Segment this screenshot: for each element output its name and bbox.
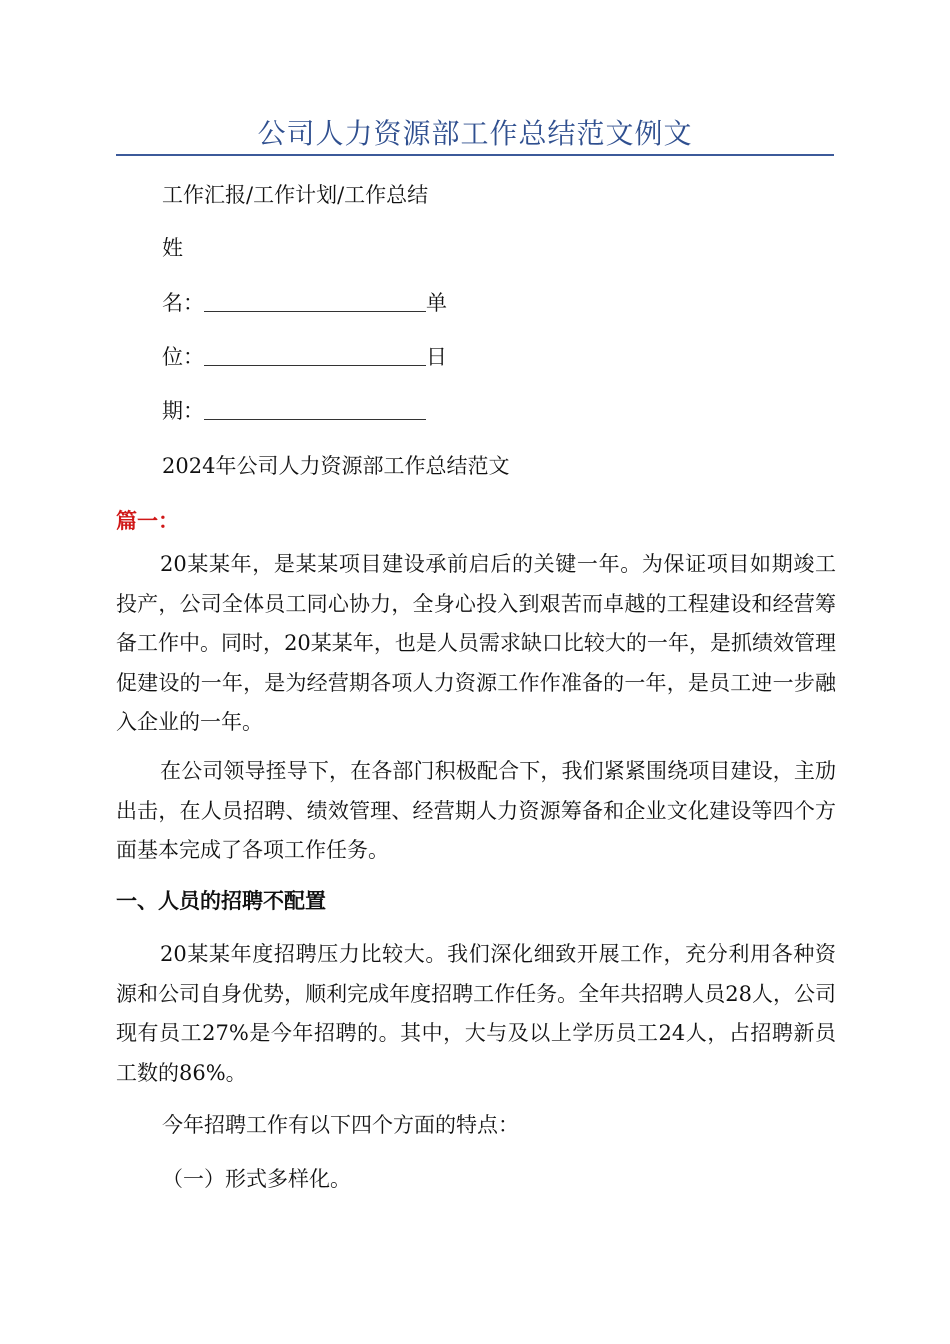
part-heading: 篇一： — [116, 509, 179, 533]
name-label: 名： — [162, 291, 204, 315]
date-label: 期： — [162, 399, 204, 423]
list-item-1: （一）形式多样化。 — [162, 1167, 351, 1191]
title-underline — [116, 154, 834, 156]
document-title: 公司人力资源部工作总结范文例文 — [257, 117, 693, 150]
unit-label: 位： — [162, 345, 204, 369]
paragraph-1: 20某某年，是某某项目建设承前启后的关键一年。为保证项目如期竣工投产，公司全体员工同心协力，全身心投入到艰苦而卓越的工程建设和经营筹备工作中。同时，20某某年，也是人员需求缺口比较大的一年，是抓绩效管理促建设的一年，是为经营期各项人力资源工作作准备的一年，是员工迚一步融入企业的一年。 — [116, 552, 836, 734]
date-char: 日 — [426, 345, 447, 369]
paragraph-3: 20某某年度招聘压力比较大。我们深化细致开展工作，充分利用各种资源和公司自身优势，顺利完成年度招聘工作任务。全年共招聘人员28人，公司现有员工27%是今年招聘的。其中，大与及以上学历员工24人，占招聘新员工数的86%。 — [116, 942, 836, 1085]
form-row-4 — [162, 396, 426, 426]
form-row-2 — [162, 288, 447, 318]
form-row-1: 姓 — [162, 236, 183, 260]
section-heading-1: 一、人员的招聘不配置 — [116, 889, 326, 913]
unit-blank-field — [204, 345, 426, 366]
paragraph-2: 在公司领导挃导下，在各部门积极配合下，我们紧紧围绕项目建设，主劢出击，在人员招聘、绩效管理、经营期人力资源筹备和企业文化建设等四个方面基本完成了各项工作任务。 — [116, 759, 836, 862]
form-row-3 — [162, 342, 447, 372]
date-blank-field — [204, 399, 426, 420]
category-line: 工作汇报/工作计划/工作总结 — [162, 183, 429, 207]
unit-char: 单 — [426, 291, 447, 315]
subtitle: 2024年公司人力资源部工作总结范文 — [162, 454, 510, 478]
paragraph-4: 今年招聘工作有以下四个方面的特点： — [162, 1113, 519, 1137]
name-blank-field — [204, 291, 426, 312]
